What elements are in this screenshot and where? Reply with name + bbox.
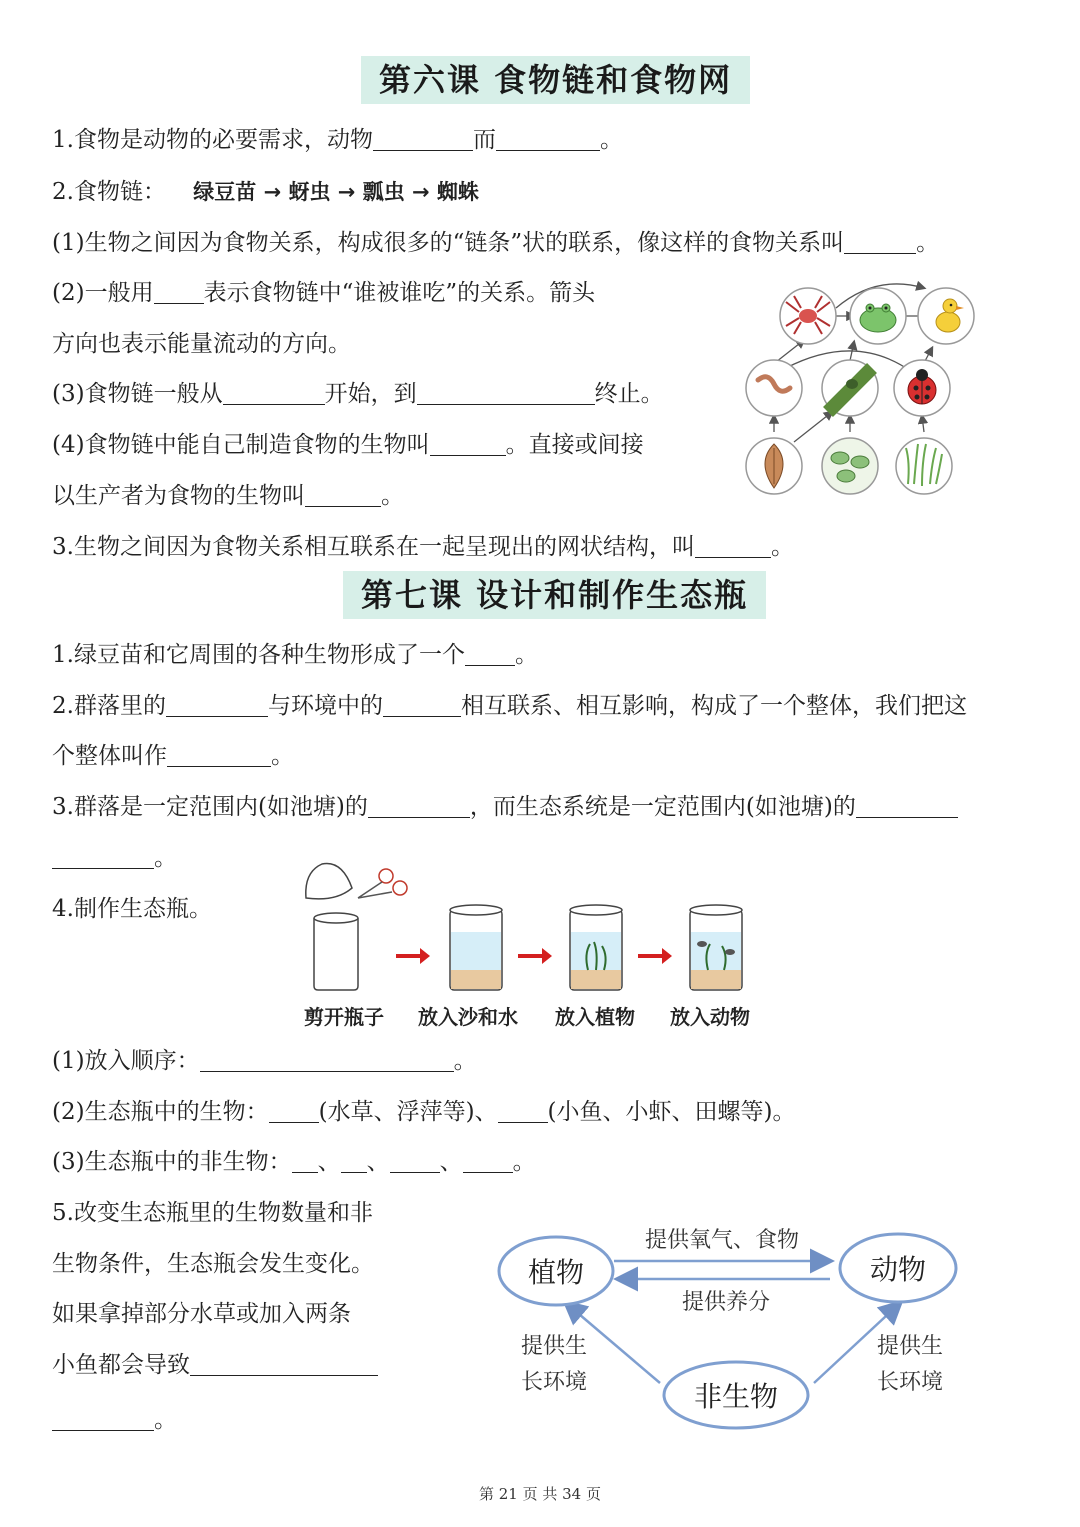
answer-blank[interactable]	[292, 1148, 318, 1173]
top-relation-label: 提供氧气、食物	[644, 1228, 800, 1253]
bottle-plants-icon	[570, 905, 622, 990]
l7-q5-l5	[52, 1404, 177, 1436]
arrow-icon	[518, 948, 552, 964]
right-relation-label-2: 长环境	[876, 1370, 944, 1395]
text: 。	[271, 743, 294, 769]
step-label: 剪开瓶子	[304, 1005, 384, 1029]
step-label: 放入沙和水	[418, 1005, 518, 1029]
l7-q4-3	[52, 1146, 536, 1178]
answer-blank[interactable]	[695, 533, 771, 558]
answer-blank[interactable]	[190, 1351, 378, 1376]
lesson7-title: 第七课 设计和制作生态瓶	[343, 571, 766, 619]
text: 、	[317, 1149, 341, 1175]
text: 个整体叫作	[52, 743, 167, 769]
l7-q3	[52, 791, 958, 823]
ecosystem-diagram	[490, 1215, 970, 1430]
food-web-illustration	[736, 272, 976, 508]
l6-q2-2	[52, 277, 595, 309]
l6-q2-4b	[52, 480, 404, 512]
plant-label: 植物	[527, 1256, 585, 1289]
answer-blank[interactable]	[390, 1148, 440, 1173]
l7-q4-2	[52, 1096, 796, 1128]
text: 相互联系、相互影响，构成了一个整体，我们把这	[460, 693, 967, 719]
l6-q2-3	[52, 378, 664, 410]
answer-blank[interactable]	[341, 1148, 367, 1173]
l7-q1	[52, 639, 538, 671]
answer-blank[interactable]	[463, 1148, 513, 1173]
text: 。直接或间接	[505, 432, 644, 458]
answer-blank[interactable]	[223, 380, 325, 405]
answer-blank[interactable]	[496, 126, 600, 151]
l6-q1	[52, 124, 623, 156]
text: 。	[453, 1048, 477, 1074]
l7-q5-l1: 5.改变生态瓶里的生物数量和非	[52, 1200, 373, 1226]
answer-blank[interactable]	[465, 641, 515, 666]
plant-node	[499, 1237, 613, 1305]
l7-q5-l3: 如果拿掉部分水草或加入两条	[52, 1301, 351, 1327]
l7-q4-label: 4.制作生态瓶。	[52, 896, 212, 922]
text: 1.食物是动物的必要需求，动物	[52, 127, 373, 153]
spider-icon	[780, 288, 836, 344]
aphid-icon	[822, 360, 878, 416]
text: 。	[154, 1407, 177, 1433]
answer-blank[interactable]	[167, 742, 271, 767]
text: 2.群落里的	[52, 693, 166, 719]
text: (4)食物链中能自己制造食物的生物叫	[52, 432, 430, 458]
page-footer: 第 21 页 共 34 页	[478, 1485, 601, 1503]
text: (2)一般用	[52, 280, 154, 306]
text: (小鱼、小虾、田螺等)。	[547, 1099, 796, 1125]
text: 表示食物链中“谁被谁吃”的关系。箭头	[203, 280, 596, 306]
l7-q4-1	[52, 1045, 477, 1077]
text: 3.生物之间因为食物关系相互联系在一起呈现出的网状结构，叫	[52, 534, 695, 560]
answer-blank[interactable]	[305, 482, 381, 507]
text: 。	[381, 483, 404, 509]
cut-bottle-icon	[306, 864, 407, 991]
answer-blank[interactable]	[430, 431, 506, 456]
answer-blank[interactable]	[368, 793, 470, 818]
text: 1.绿豆苗和它周围的各种生物形成了一个	[52, 642, 465, 668]
frog-icon	[850, 288, 906, 344]
text: 。	[599, 127, 623, 153]
text: 小鱼都会导致	[52, 1352, 190, 1378]
text: 以生产者为食物的生物叫	[52, 483, 305, 509]
text: 、	[439, 1149, 463, 1175]
animal-node	[840, 1234, 956, 1302]
answer-blank[interactable]	[373, 126, 473, 151]
arrow-icon	[396, 948, 430, 964]
l6-q2-1	[52, 227, 939, 259]
text: 。	[154, 845, 177, 871]
text: (3)食物链一般从	[52, 381, 223, 407]
bottle-sand-water-icon	[450, 905, 502, 990]
answer-blank[interactable]	[498, 1098, 548, 1123]
food-chain-example: 绿豆苗 → 蚜虫 → 瓢虫 → 蜘蛛	[193, 180, 479, 204]
l6-q2-2b: 方向也表示能量流动的方向。	[52, 331, 351, 357]
animal-label: 动物	[869, 1253, 927, 1286]
text: 与环境中的	[267, 693, 383, 719]
l7-q2b	[52, 740, 294, 772]
text: ，而生态系统是一定范围内(如池塘)的	[469, 794, 856, 820]
answer-blank[interactable]	[200, 1047, 454, 1072]
l6-q2	[52, 176, 479, 208]
leaf-icon	[746, 438, 802, 494]
l7-q3b	[52, 842, 177, 874]
bird-icon	[918, 288, 974, 344]
answer-blank[interactable]	[844, 229, 916, 254]
text: 。	[512, 1149, 536, 1175]
answer-blank[interactable]	[856, 793, 958, 818]
bottle-animals-icon	[690, 905, 742, 990]
l6-q2-4	[52, 429, 644, 461]
left-relation-label-1: 提供生	[520, 1334, 588, 1359]
plant-leaves-icon	[822, 438, 878, 494]
text: 2.食物链：	[52, 179, 166, 205]
answer-blank[interactable]	[154, 279, 204, 304]
bottom-relation-label: 提供养分	[681, 1290, 771, 1315]
earthworm-icon	[746, 360, 802, 416]
left-relation-label-2: 长环境	[520, 1370, 588, 1395]
l7-q5-l4	[52, 1349, 378, 1381]
text: (1)放入顺序：	[52, 1048, 200, 1074]
l6-q3	[52, 531, 794, 563]
text: (1)生物之间因为食物关系，构成很多的“链条”状的联系，像这样的食物关系叫	[52, 230, 845, 256]
step-label: 放入动物	[670, 1005, 750, 1029]
text: 终止。	[594, 381, 664, 407]
grass-icon	[896, 438, 952, 494]
text: 。	[916, 230, 940, 256]
right-relation-label-1: 提供生	[876, 1334, 944, 1359]
ladybug-icon	[894, 360, 950, 416]
answer-blank[interactable]	[383, 692, 461, 717]
nonliving-label: 非生物	[693, 1380, 779, 1413]
eco-bottle-steps	[296, 858, 766, 998]
answer-blank[interactable]	[417, 380, 595, 405]
text: (2)生态瓶中的生物：	[52, 1099, 269, 1125]
l7-q2	[52, 690, 967, 722]
step-label: 放入植物	[555, 1005, 635, 1029]
text: 。	[770, 534, 794, 560]
l7-q5-l2: 生物条件，生态瓶会发生变化。	[52, 1251, 374, 1277]
lesson6-title: 第六课 食物链和食物网	[361, 56, 750, 104]
answer-blank[interactable]	[52, 1406, 154, 1431]
text: 开始，到	[324, 381, 417, 407]
text: 、	[366, 1149, 390, 1175]
text: (3)生态瓶中的非生物：	[52, 1149, 292, 1175]
text: (水草、浮萍等)、	[318, 1099, 498, 1125]
answer-blank[interactable]	[269, 1098, 319, 1123]
nonliving-node	[664, 1362, 808, 1428]
answer-blank[interactable]	[52, 844, 154, 869]
text: 。	[514, 642, 538, 668]
arrow-icon	[638, 948, 672, 964]
text: 3.群落是一定范围内(如池塘)的	[52, 794, 368, 820]
answer-blank[interactable]	[166, 692, 268, 717]
text: 而	[472, 127, 496, 153]
